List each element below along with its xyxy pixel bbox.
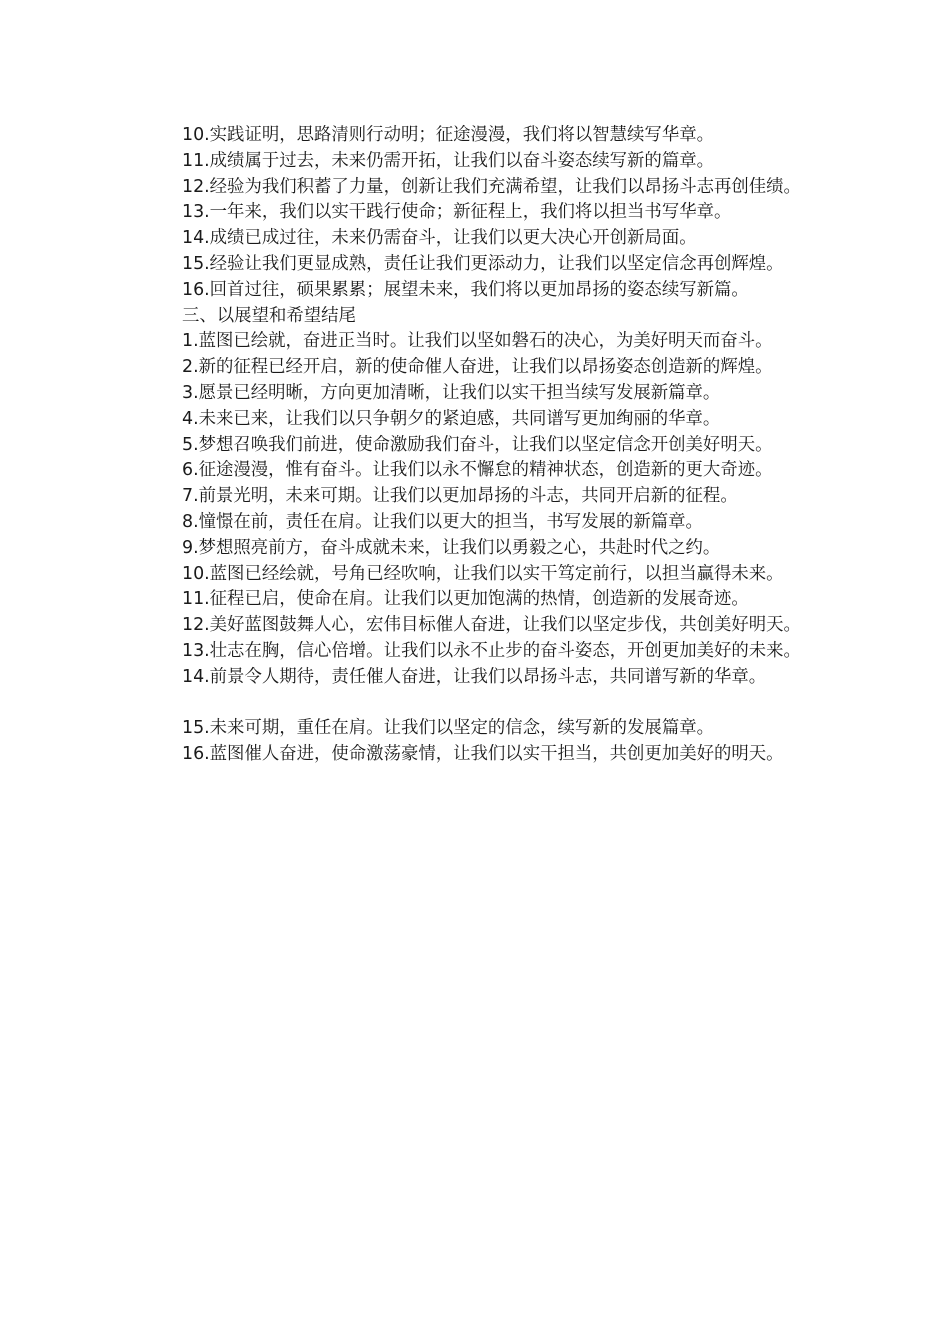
blank-line xyxy=(144,691,820,717)
list-item: 13.一年来，我们以实干践行使命；新征程上，我们将以担当书写华章。 xyxy=(182,202,732,223)
section-heading: 三、以展望和希望结尾 xyxy=(182,305,356,326)
list-item: 5.梦想召唤我们前进，使命激励我们奋斗，让我们以坚定信念开创美好明天。 xyxy=(182,434,773,455)
list-item: 2.新的征程已经开启，新的使命催人奋进，让我们以昂扬姿态创造新的辉煌。 xyxy=(182,357,773,378)
list-item: 15.经验让我们更显成熟，责任让我们更添动力，让我们以坚定信念再创辉煌。 xyxy=(182,253,784,274)
list-item: 8.憧憬在前，责任在肩。让我们以更大的担当，书写发展的新篇章。 xyxy=(182,511,703,532)
list-item: 10.实践证明，思路清则行动明；征途漫漫，我们将以智慧续写华章。 xyxy=(182,125,714,145)
list-item: 11.征程已启，使命在肩。让我们以更加饱满的热情，创造新的发展奇迹。 xyxy=(182,589,749,610)
list-item: 1.蓝图已绘就，奋进正当时。让我们以坚如磐石的决心，为美好明天而奋斗。 xyxy=(182,331,773,352)
list-item: 4.未来已来，让我们以只争朝夕的紧迫感，共同谱写更加绚丽的华章。 xyxy=(182,408,721,429)
list-item: 16.蓝图催人奋进，使命激荡豪情，让我们以实干担当，共创更加美好的明天。 xyxy=(182,744,784,765)
list-item: 12.经验为我们积蓄了力量，创新让我们充满希望，让我们以昂扬斗志再创佳绩。 xyxy=(182,176,801,197)
list-item: 11.成绩属于过去，未来仍需开拓，让我们以奋斗姿态续写新的篇章。 xyxy=(182,150,714,171)
list-item: 14.成绩已成过往，未来仍需奋斗，让我们以更大决心开创新局面。 xyxy=(182,228,697,249)
list-item: 15.未来可期，重任在肩。让我们以坚定的信念，续写新的发展篇章。 xyxy=(182,718,714,739)
list-item: 10.蓝图已经绘就，号角已经吹响，让我们以实干笃定前行，以担当赢得未来。 xyxy=(182,563,784,584)
list-item: 14.前景令人期待，责任催人奋进，让我们以昂扬斗志，共同谱写新的华章。 xyxy=(182,666,767,687)
list-item: 16.回首过往，硕果累累；展望未来，我们将以更加昂扬的姿态续写新篇。 xyxy=(182,279,749,300)
list-item: 13.壮志在胸，信心倍增。让我们以永不止步的奋斗姿态，开创更加美好的未来。 xyxy=(182,640,801,661)
list-item: 7.前景光明，未来可期。让我们以更加昂扬的斗志，共同开启新的征程。 xyxy=(182,486,738,507)
list-item: 9.梦想照亮前方，奋斗成就未来，让我们以勇毅之心，共赴时代之约。 xyxy=(182,537,721,558)
document-page xyxy=(144,123,820,768)
list-item: 3.愿景已经明晰，方向更加清晰，让我们以实干担当续写发展新篇章。 xyxy=(182,382,721,403)
list-item: 12.美好蓝图鼓舞人心，宏伟目标催人奋进，让我们以坚定步伐，共创美好明天。 xyxy=(182,615,801,636)
list-item: 6.征途漫漫，惟有奋斗。让我们以永不懈怠的精神状态，创造新的更大奇迹。 xyxy=(182,460,773,481)
